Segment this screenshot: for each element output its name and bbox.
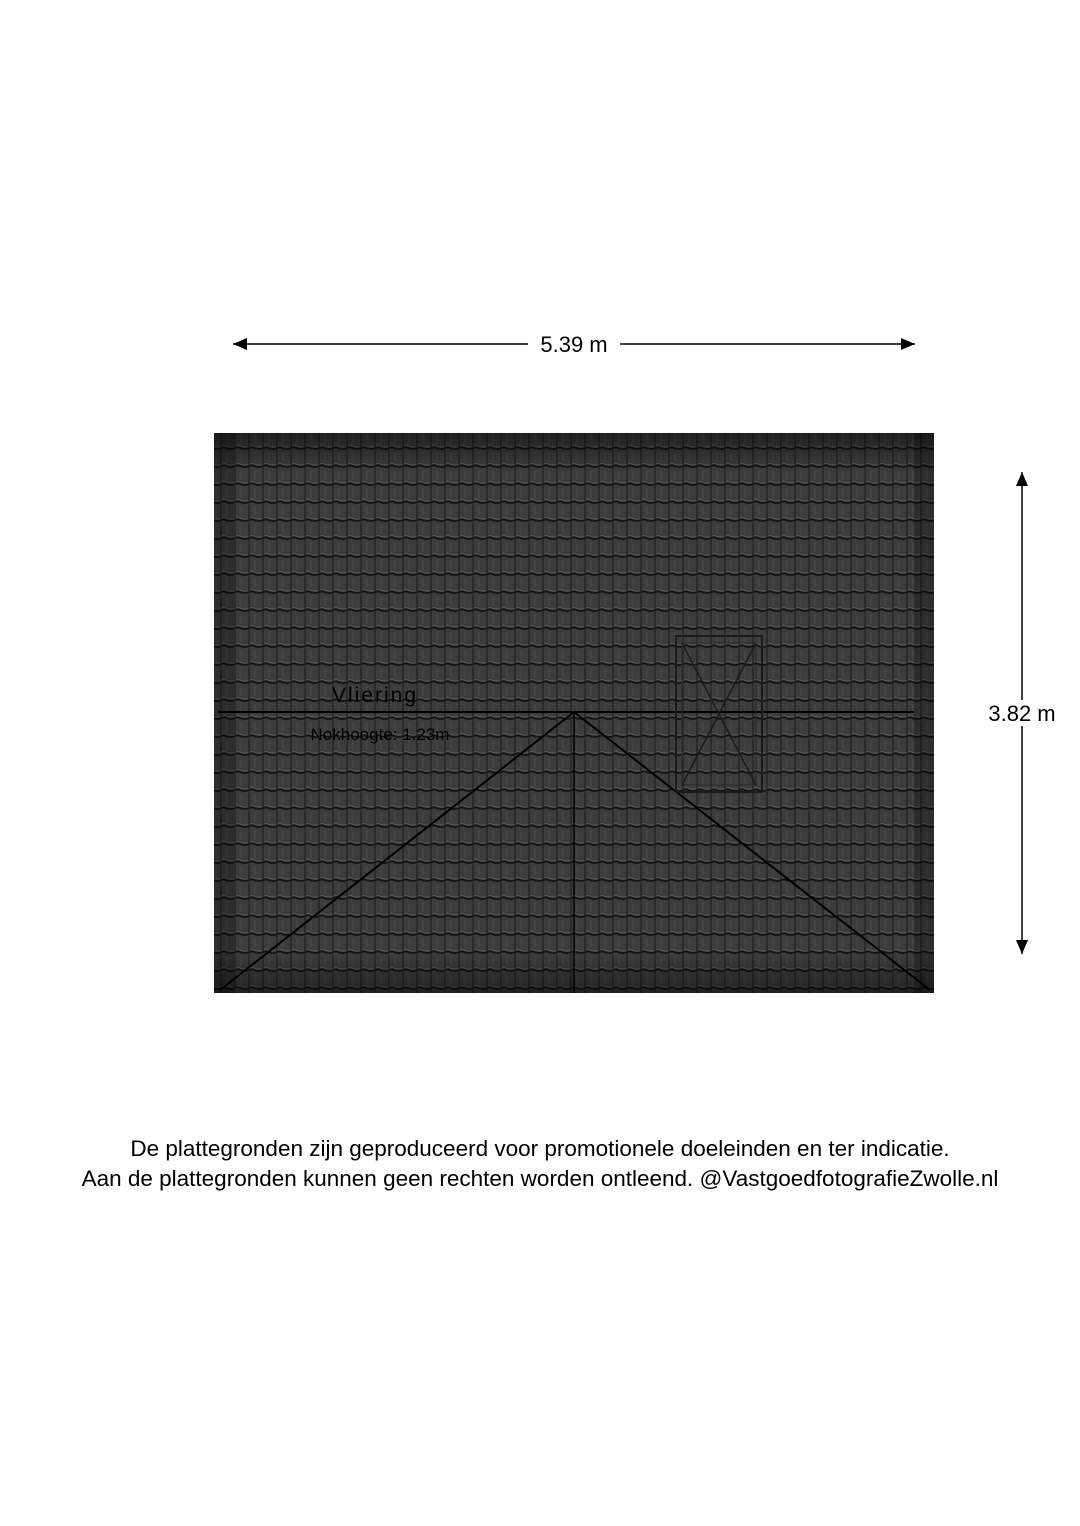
height-dimension xyxy=(988,472,1055,954)
disclaimer-line-1: De plattegronden zijn geproduceerd voor promotionele doeleinden en ter indicatie. xyxy=(130,1136,950,1161)
arrow-down-icon xyxy=(1016,940,1028,954)
height-label: 3.82 m xyxy=(988,701,1056,726)
arrow-right-icon xyxy=(901,338,915,350)
width-label: 5.39 m xyxy=(540,332,608,357)
arrow-up-icon xyxy=(1016,472,1028,486)
roof-plan xyxy=(214,433,934,993)
disclaimer-line-2: Aan de plattegronden kunnen geen rechten worden ontleend. @VastgoedfotografieZwolle.nl xyxy=(81,1166,999,1191)
room-name: Vliering xyxy=(331,684,419,707)
ridge-height-label: Nokhoogte: 1.23m xyxy=(310,725,450,744)
width-dimension xyxy=(233,332,915,357)
arrow-left-icon xyxy=(233,338,247,350)
